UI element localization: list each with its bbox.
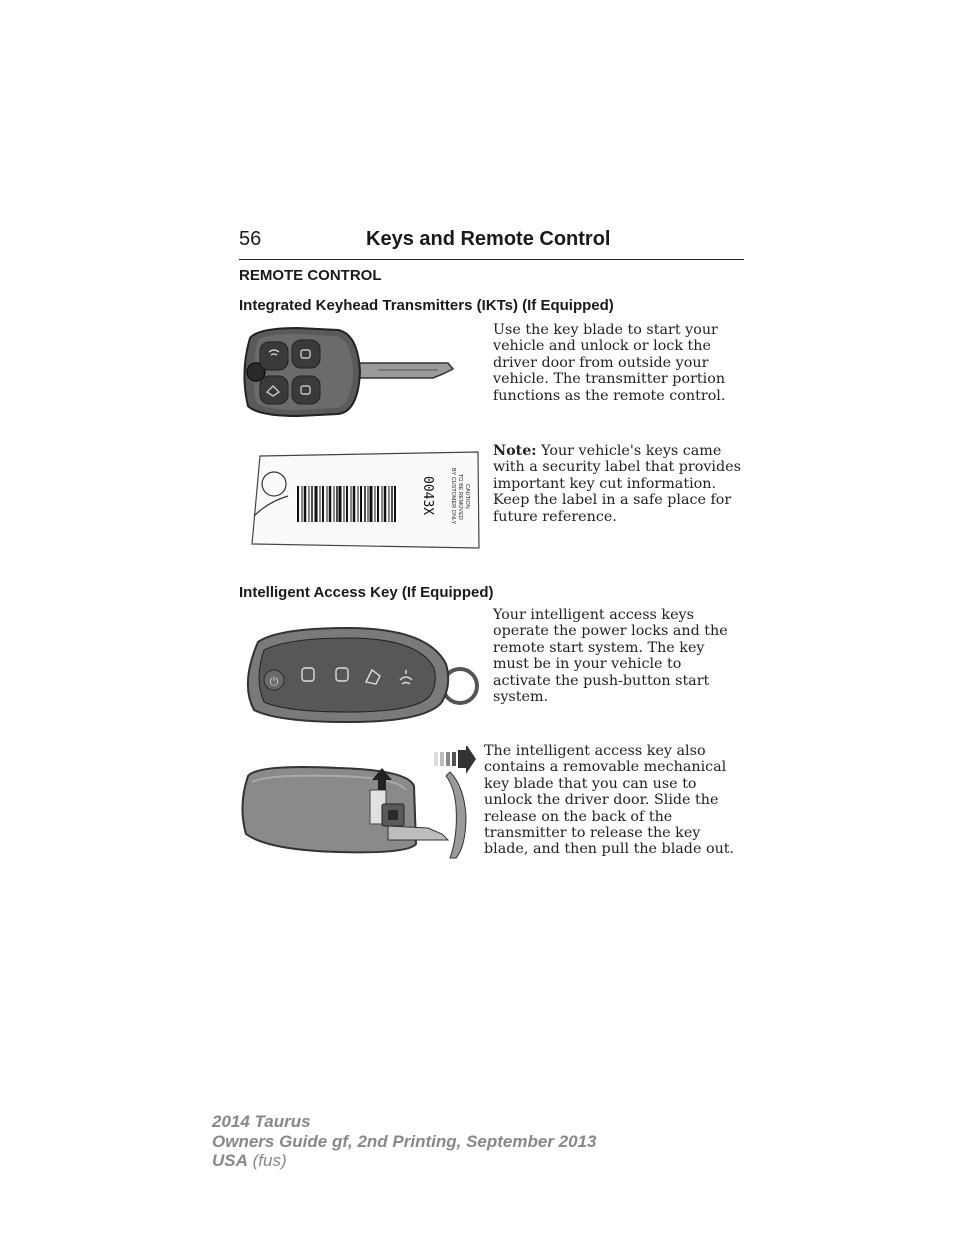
note-label: Note:	[493, 443, 537, 459]
ikt-heading: Integrated Keyhead Transmitters (IKTs) (If Equipped)	[239, 297, 614, 314]
page-number: 56	[239, 228, 262, 250]
footer-line-1: 2014 Taurus	[212, 1112, 311, 1131]
label-caution-line-2: TO BE REMOVED	[457, 474, 463, 520]
label-caution-line-3: BY CUSTOMER ONLY	[450, 468, 456, 525]
footer-code: (fus)	[247, 1151, 287, 1170]
chapter-title: Keys and Remote Control	[366, 228, 611, 250]
label-code: 0043X	[420, 476, 435, 516]
security-label-illustration	[248, 450, 482, 550]
ikt-paragraph: Use the key blade to start your vehicle and unlock or lock the driver door from outside your vehicle. The transmitter portion functions as the remote control.	[493, 322, 726, 404]
ikt-key-illustration	[238, 326, 486, 420]
label-caution-line-1: CAUTION	[464, 484, 470, 509]
header-rule	[239, 259, 744, 260]
iak-paragraph-1: Your intelligent access keys operate the power locks and the remote start system. The key must be in your vehicle to activate the push-button start system.	[493, 607, 728, 706]
iak-paragraph-2: The intelligent access key also contains a removable mechanical key blade that you can use to unlock the driver door. Slide the release on the back of the transmitter to release the key blade, and then pull the blade out.	[484, 743, 735, 858]
ikt-note	[493, 443, 743, 525]
note-text: Your vehicle's keys came with a security label that provides important key cut information. Keep the label in a safe place for future reference.	[493, 443, 741, 525]
footer-line-2: Owners Guide gf, 2nd Printing, September 2013	[212, 1131, 597, 1151]
footer	[212, 1112, 596, 1171]
iak-heading: Intelligent Access Key (If Equipped)	[239, 584, 494, 601]
footer-line-3	[212, 1151, 596, 1171]
section-title: REMOTE CONTROL	[239, 267, 382, 284]
svg-text:⏻: ⏻	[269, 675, 279, 688]
iak-fob-illustration	[238, 624, 484, 726]
iak-blade-illustration	[238, 746, 478, 860]
footer-region: USA	[212, 1151, 248, 1170]
